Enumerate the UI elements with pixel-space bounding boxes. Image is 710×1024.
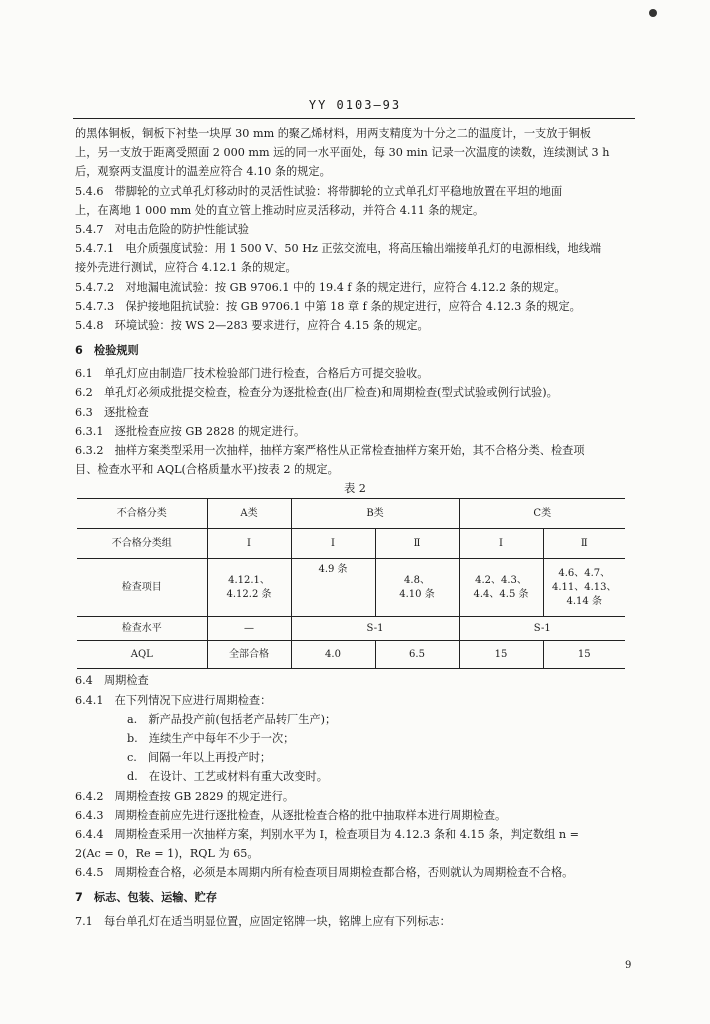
table-cell: Ⅰ — [291, 529, 375, 559]
clause-5-4-7-2: 5.4.7.2 对地漏电流试验：按 GB 9706.1 中的 19.4 f 条的规定进行，应符合 4.12.2 条的规定。 — [75, 280, 566, 294]
row-label: 检查项目 — [77, 559, 207, 617]
clause-5-4-7-3: 5.4.7.3 保护接地阻抗试验：按 GB 9706.1 中第 18 章 f 条的规定进行，应符合 4.12.3 条的规定。 — [75, 299, 581, 313]
paragraph-line: 上，在离地 1 000 mm 处的直立管上推动时应灵活移动，并符合 4.11 条的规定。 — [75, 203, 485, 217]
category-c: C类 — [459, 499, 625, 529]
header-rule — [73, 118, 635, 119]
paragraph-line: 2(Ac = 0，Re = 1)，RQL 为 65。 — [75, 847, 259, 861]
paragraph-line: 的黑体铜板，铜板下衬垫一块厚 30 mm 的聚乙烯材料，用两支精度为十分之二的温度计，一支放于铜板 — [75, 127, 591, 140]
table-row — [77, 617, 625, 641]
table-row — [77, 499, 625, 529]
item-text: 4.2、4.3、 — [475, 574, 527, 586]
item-text: 4.14 条 — [566, 595, 602, 607]
clause-6-4-5: 6.4.5 周期检查合格，必须是本周期内所有检查项目周期检查都合格，否则就认为周期检查不合格。 — [75, 866, 574, 880]
table-cell: Ⅰ — [459, 529, 543, 559]
table-cell: Ⅱ — [543, 529, 625, 559]
list-item: a. 新产品投产前(包括老产品转厂生产)； — [127, 712, 337, 726]
item-text: 4.12.1、 — [228, 574, 270, 586]
row-label: 不合格分类组 — [77, 529, 207, 559]
table-cell — [291, 559, 375, 617]
table-cell: Ⅱ — [375, 529, 459, 559]
table-row — [77, 529, 625, 559]
body-text — [75, 124, 635, 931]
table-cell: 15 — [543, 641, 625, 669]
table-cell — [207, 559, 291, 617]
item-text: 4.4、4.5 条 — [473, 588, 529, 600]
item-text: 4.10 条 — [399, 588, 435, 600]
category-b: B类 — [291, 499, 459, 529]
table-row — [77, 641, 625, 669]
paragraph-line: 上，另一支放于距离受照面 2 000 mm 远的同一水平面处，每 30 min 记录一次温度的读数，连续测试 3 h — [75, 146, 610, 160]
clause-6-4-3: 6.4.3 周期检查前应先进行逐批检查，从逐批检查合格的批中抽取样本进行周期检查。 — [75, 808, 507, 822]
table-cell: Ⅰ — [207, 529, 291, 559]
paragraph-line: 接外壳进行测试，应符合 4.12.1 条的规定。 — [75, 261, 297, 275]
list-item: c. 间隔一年以上再投产时； — [127, 751, 272, 765]
row-label: AQL — [77, 641, 207, 669]
list-item: b. 连续生产中每年不少于一次； — [127, 731, 295, 745]
page-number: 9 — [625, 960, 632, 971]
table-cell: 4.0 — [291, 641, 375, 669]
clause-5-4-6: 5.4.6 带脚轮的立式单孔灯移动时的灵活性试验：将带脚轮的立式单孔灯平稳地放置在平坦的地面 — [75, 184, 563, 198]
table-cell: S-1 — [291, 617, 459, 641]
clause-6-3: 6.3 逐批检查 — [75, 405, 149, 419]
clause-5-4-7: 5.4.7 对电击危险的防护性能试验 — [75, 222, 249, 236]
clause-6-4-4: 6.4.4 周期检查采用一次抽样方案，判别水平为 Ⅰ，检查项目为 4.12.3 条和 4.15 条，判定数组 n = — [75, 827, 580, 841]
category-a: A类 — [207, 499, 291, 529]
table-cell — [375, 559, 459, 617]
clause-6-4: 6.4 周期检查 — [75, 674, 149, 688]
table-cell — [543, 559, 625, 617]
table-cell — [459, 559, 543, 617]
row-label: 不合格分类 — [77, 499, 207, 529]
clause-6-1: 6.1 单孔灯应由制造厂技术检验部门进行检查，合格后方可提交验收。 — [75, 367, 429, 381]
clause-6-4-2: 6.4.2 周期检查按 GB 2829 的规定进行。 — [75, 789, 295, 803]
table-cell: S-1 — [459, 617, 625, 641]
sampling-table — [77, 498, 625, 669]
table-caption: 表 2 — [344, 482, 366, 496]
list-item: d. 在设计、工艺或材料有重大改变时。 — [127, 770, 328, 784]
table-cell: 6.5 — [375, 641, 459, 669]
item-text: 4.12.2 条 — [226, 588, 272, 600]
table-row — [77, 559, 625, 617]
table-cell: — — [207, 617, 291, 641]
table-cell: 全部合格 — [207, 641, 291, 669]
item-text: 4.11、4.13、 — [551, 581, 617, 593]
section-6-heading: 6 检验规则 — [75, 344, 139, 358]
section-7-heading: 7 标志、包装、运输、贮存 — [75, 891, 218, 905]
clause-5-4-8: 5.4.8 环境试验：按 WS 2—283 要求进行，应符合 4.15 条的规定。 — [75, 318, 429, 332]
standard-code: YY 0103—93 — [308, 98, 402, 112]
row-label: 检查水平 — [77, 617, 207, 641]
clause-6-3-1: 6.3.1 逐批检查应按 GB 2828 的规定进行。 — [75, 424, 306, 438]
clause-7-1: 7.1 每台单孔灯在适当明显位置，应固定铭牌一块，铭牌上应有下列标志： — [75, 914, 451, 928]
item-text: 4.6、4.7、 — [558, 567, 611, 579]
clause-6-4-1: 6.4.1 在下列情况下应进行周期检查： — [75, 693, 272, 707]
clause-6-2: 6.2 单孔灯必须成批提交检查，检查分为逐批检查(出厂检查)和周期检查(型式试验或例行试验)。 — [75, 386, 558, 400]
paragraph-line: 后，观察两支温度计的温差应符合 4.10 条的规定。 — [75, 165, 331, 179]
clause-6-3-2: 6.3.2 抽样方案类型采用一次抽样，抽样方案严格性从正常检查抽样方案开始，其不合格分类、检查项 — [75, 444, 585, 457]
clause-5-4-7-1: 5.4.7.1 电介质强度试验：用 1 500 V、50 Hz 正弦交流电，将高压输出端接单孔灯的电源相线，地线端 — [75, 242, 602, 256]
paragraph-line: 目、检查水平和 AQL(合格质量水平)按表 2 的规定。 — [75, 463, 339, 477]
table-cell: 15 — [459, 641, 543, 669]
corner-mark-icon — [648, 8, 658, 18]
item-text: 4.8、 — [404, 574, 430, 586]
item-text: 4.9 条 — [318, 564, 348, 576]
